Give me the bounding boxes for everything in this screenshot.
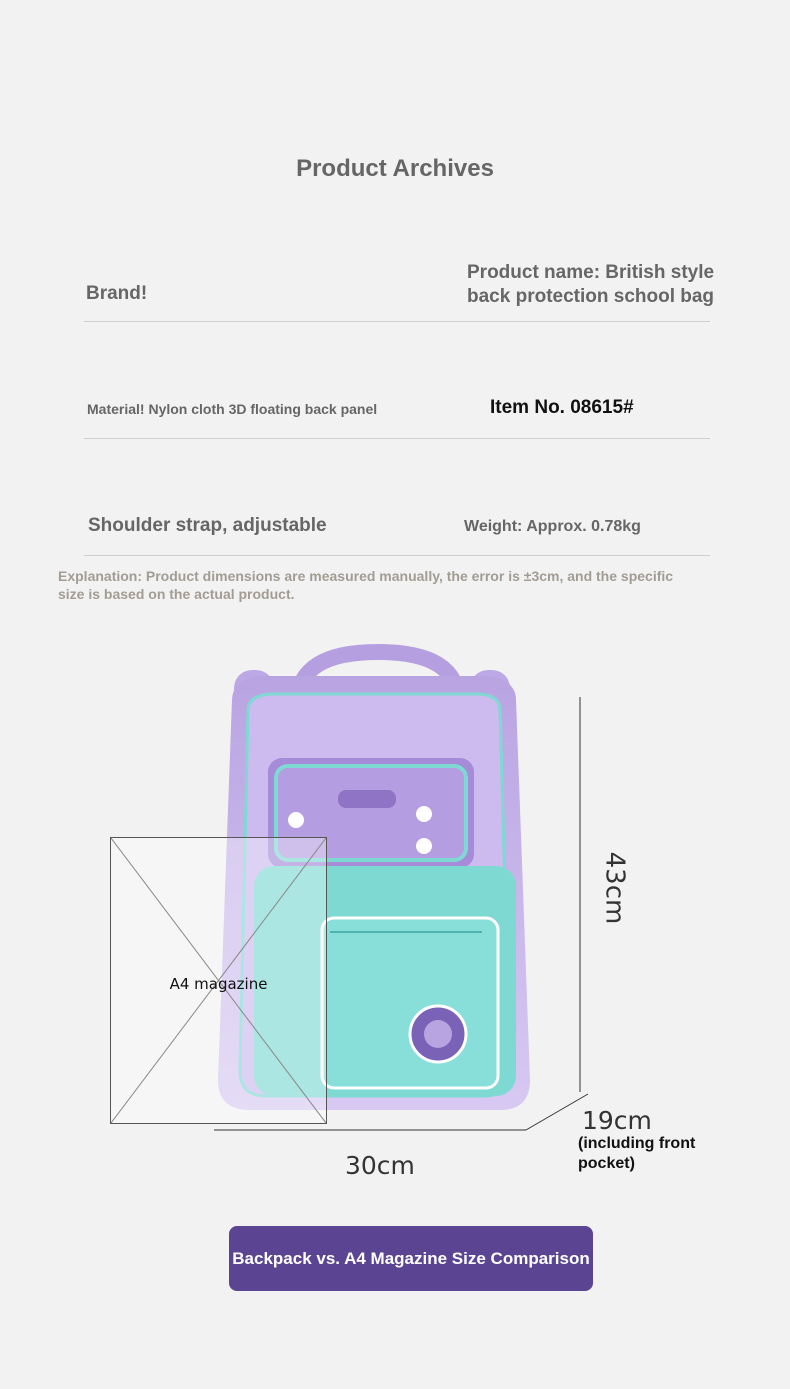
spec-strap: Shoulder strap, adjustable	[88, 515, 327, 536]
a4-magazine-label: A4 magazine	[169, 975, 268, 993]
spec-material: Material! Nylon cloth 3D floating back panel	[87, 401, 378, 417]
page-title: Product Archives	[296, 155, 494, 182]
spec-weight: Weight: Approx. 0.78kg	[464, 518, 641, 535]
spec-product-name: Product name: British style back protection school bag	[467, 262, 715, 307]
depth-note: (including front pocket)	[578, 1135, 696, 1172]
depth-dimension: 19cm	[582, 1106, 652, 1135]
measurement-note: Explanation: Product dimensions are measured manually, the error is ±3cm, and the specific size is based on the actual product.	[58, 568, 674, 602]
height-dimension: 43cm	[599, 851, 630, 925]
comparison-caption: Backpack vs. A4 Magazine Size Comparison	[229, 1226, 593, 1291]
spec-item-no: Item No. 08615#	[490, 397, 634, 418]
width-dimension: 30cm	[345, 1151, 415, 1180]
spec-brand: Brand!	[86, 283, 148, 304]
